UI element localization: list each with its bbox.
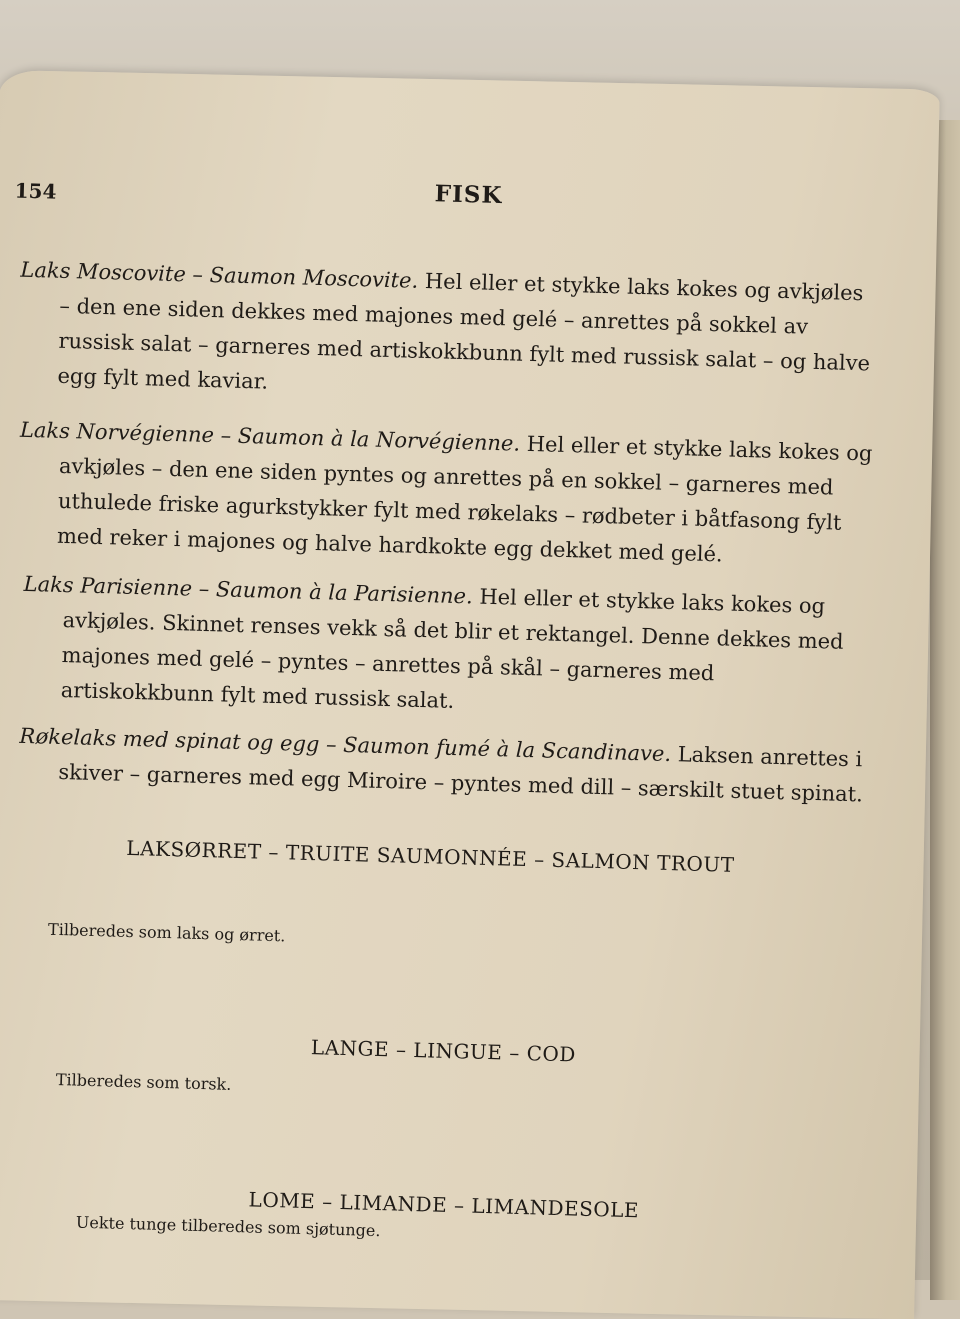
entry-title: Laks Moscovite – Saumon Moscovite. (20, 257, 419, 293)
entry-laks-norvegienne (17, 413, 881, 577)
entry-text: Laksen anrettes i skiver – garneres med egg Miroire – pyntes med dill – særskilt stuet spinat. (58, 742, 864, 807)
section-heading-lome: LOME – LIMANDE – LIMANDESOLE (248, 1187, 640, 1223)
entry-text: Hel eller et stykke laks kokes og avkjøles – den ene siden pyntes og anrettes på en sokkel – garneres med uthulede friske agurkstykker fylt med røkelaks – rødbeter i båtfasong fylt med reker i majones og halve hardkokte egg dekket med gelé. (56, 431, 873, 567)
section-heading-laksorret: LAKSØRRET – TRUITE SAUMONNÉE – SALMON TROUT (126, 835, 735, 877)
section-note-lome: Uekte tunge tilberedes som sjøtunge. (75, 1212, 381, 1241)
entry-laks-parisienne (20, 567, 874, 731)
entry-title: Laks Parisienne – Saumon à la Parisienne. (23, 571, 474, 609)
entry-text: Hel eller et stykke laks kokes og avkjøles. Skinnet renses vekk så det blir et rektangel. Denne dekkes med majones med gelé – pyntes – anrettes på skål – garneres med artiskokkbunn fylt med russisk salat. (60, 584, 844, 713)
section-heading-lange: LANGE – LINGUE – COD (310, 1035, 577, 1067)
running-head: FISK (434, 180, 503, 210)
entry-title: Laks Norvégienne – Saumon à la Norvégienne. (19, 417, 521, 456)
entry-rokelaks (18, 719, 870, 813)
entry-laks-moscovite (17, 253, 881, 417)
section-note-laksorret: Tilberedes som laks og ørret. (47, 919, 286, 946)
section-note-lange: Tilberedes som torsk. (55, 1069, 232, 1094)
entry-title: Røkelaks med spinat og egg – Saumon fumé à la Scandinave. (19, 723, 672, 767)
page-number: 154 (14, 178, 57, 204)
entry-text: Hel eller et stykke laks kokes og avkjøles – den ene siden dekkes med majones med gelé – anrettes på sokkel av russisk salat – garneres med artiskokkbunn fylt med russisk salat – og halve egg fylt med kaviar. (57, 268, 871, 394)
